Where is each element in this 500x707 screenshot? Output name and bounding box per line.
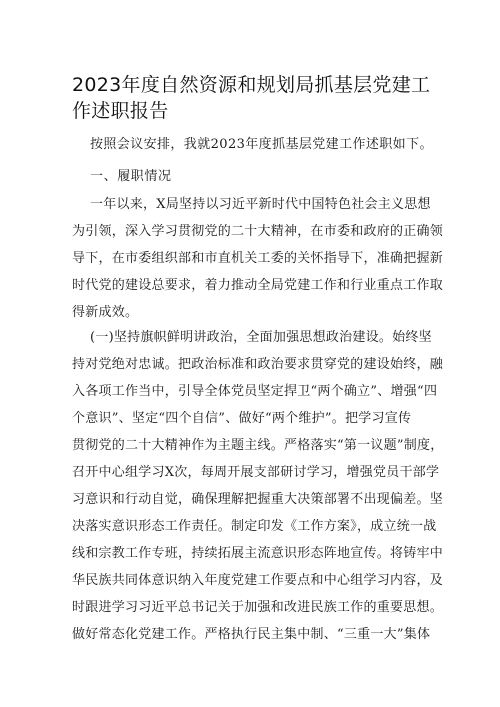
body-paragraph-2 (72, 324, 444, 648)
text-line: 时跟进学习习近平总书记关于加强和改进民族工作的重要思想。 (72, 600, 444, 615)
section-heading: 一、履职情况 (90, 169, 172, 184)
text-line: 华民族共同体意识纳入年度党建工作要点和中心组学习内容，及 (72, 573, 444, 588)
text-line: 贯彻党的二十大精神作为主题主线。严格落实“第一议题”制度， (72, 438, 444, 453)
document-title (72, 72, 442, 124)
intro-paragraph: 按照会议安排，我就2023年度抓基层党建工作述职如下。 (90, 137, 433, 152)
text-line: 入各项工作当中，引导全体党员坚定捍卫“两个确立”、增强“四 (72, 384, 438, 399)
text-line: 得新成效。 (72, 305, 139, 320)
text-line: 做好常态化党建工作。严格执行民主集中制、“三重一大”集体 (72, 627, 431, 642)
text-line: 导下，在市委组织部和市直机关工委的关怀指导下，准确把握新 (72, 251, 444, 266)
text-line: 一年以来，X局坚持以习近平新时代中国特色社会主义思想 (90, 197, 431, 212)
text-line: 时代党的建设总要求，着力推动全局党建工作和行业重点工作取 (72, 278, 444, 293)
text-line: 线和宗教工作专班，持续拓展主流意识形态阵地宣传。将铸牢中 (72, 546, 444, 561)
text-line: 个意识”、坚定“四个自信”、做好“两个维护”。把学习宣传 (72, 411, 412, 426)
title-line-2: 作述职报告 (72, 100, 169, 122)
text-line: (一)坚持旗帜鲜明讲政治，全面加强思想政治建设。始终坚 (90, 330, 432, 345)
text-line: 习意识和行动自觉，确保理解把握重大决策部署不出现偏差。坚 (72, 492, 444, 507)
text-line: 持对党绝对忠诚。把政治标准和政治要求贯穿党的建设始终，融 (72, 357, 444, 372)
text-line: 为引领，深入学习贯彻党的二十大精神，在市委和政府的正确领 (72, 224, 444, 239)
title-line-1: 2023年度自然资源和规划局抓基层党建工 (72, 74, 431, 96)
body-paragraph-1 (72, 191, 444, 326)
text-line: 召开中心组学习X次，每周开展支部研讨学习，增强党员干部学 (72, 465, 440, 480)
text-line: 决落实意识形态工作责任。制定印发《工作方案》，成立统一战 (72, 519, 437, 534)
